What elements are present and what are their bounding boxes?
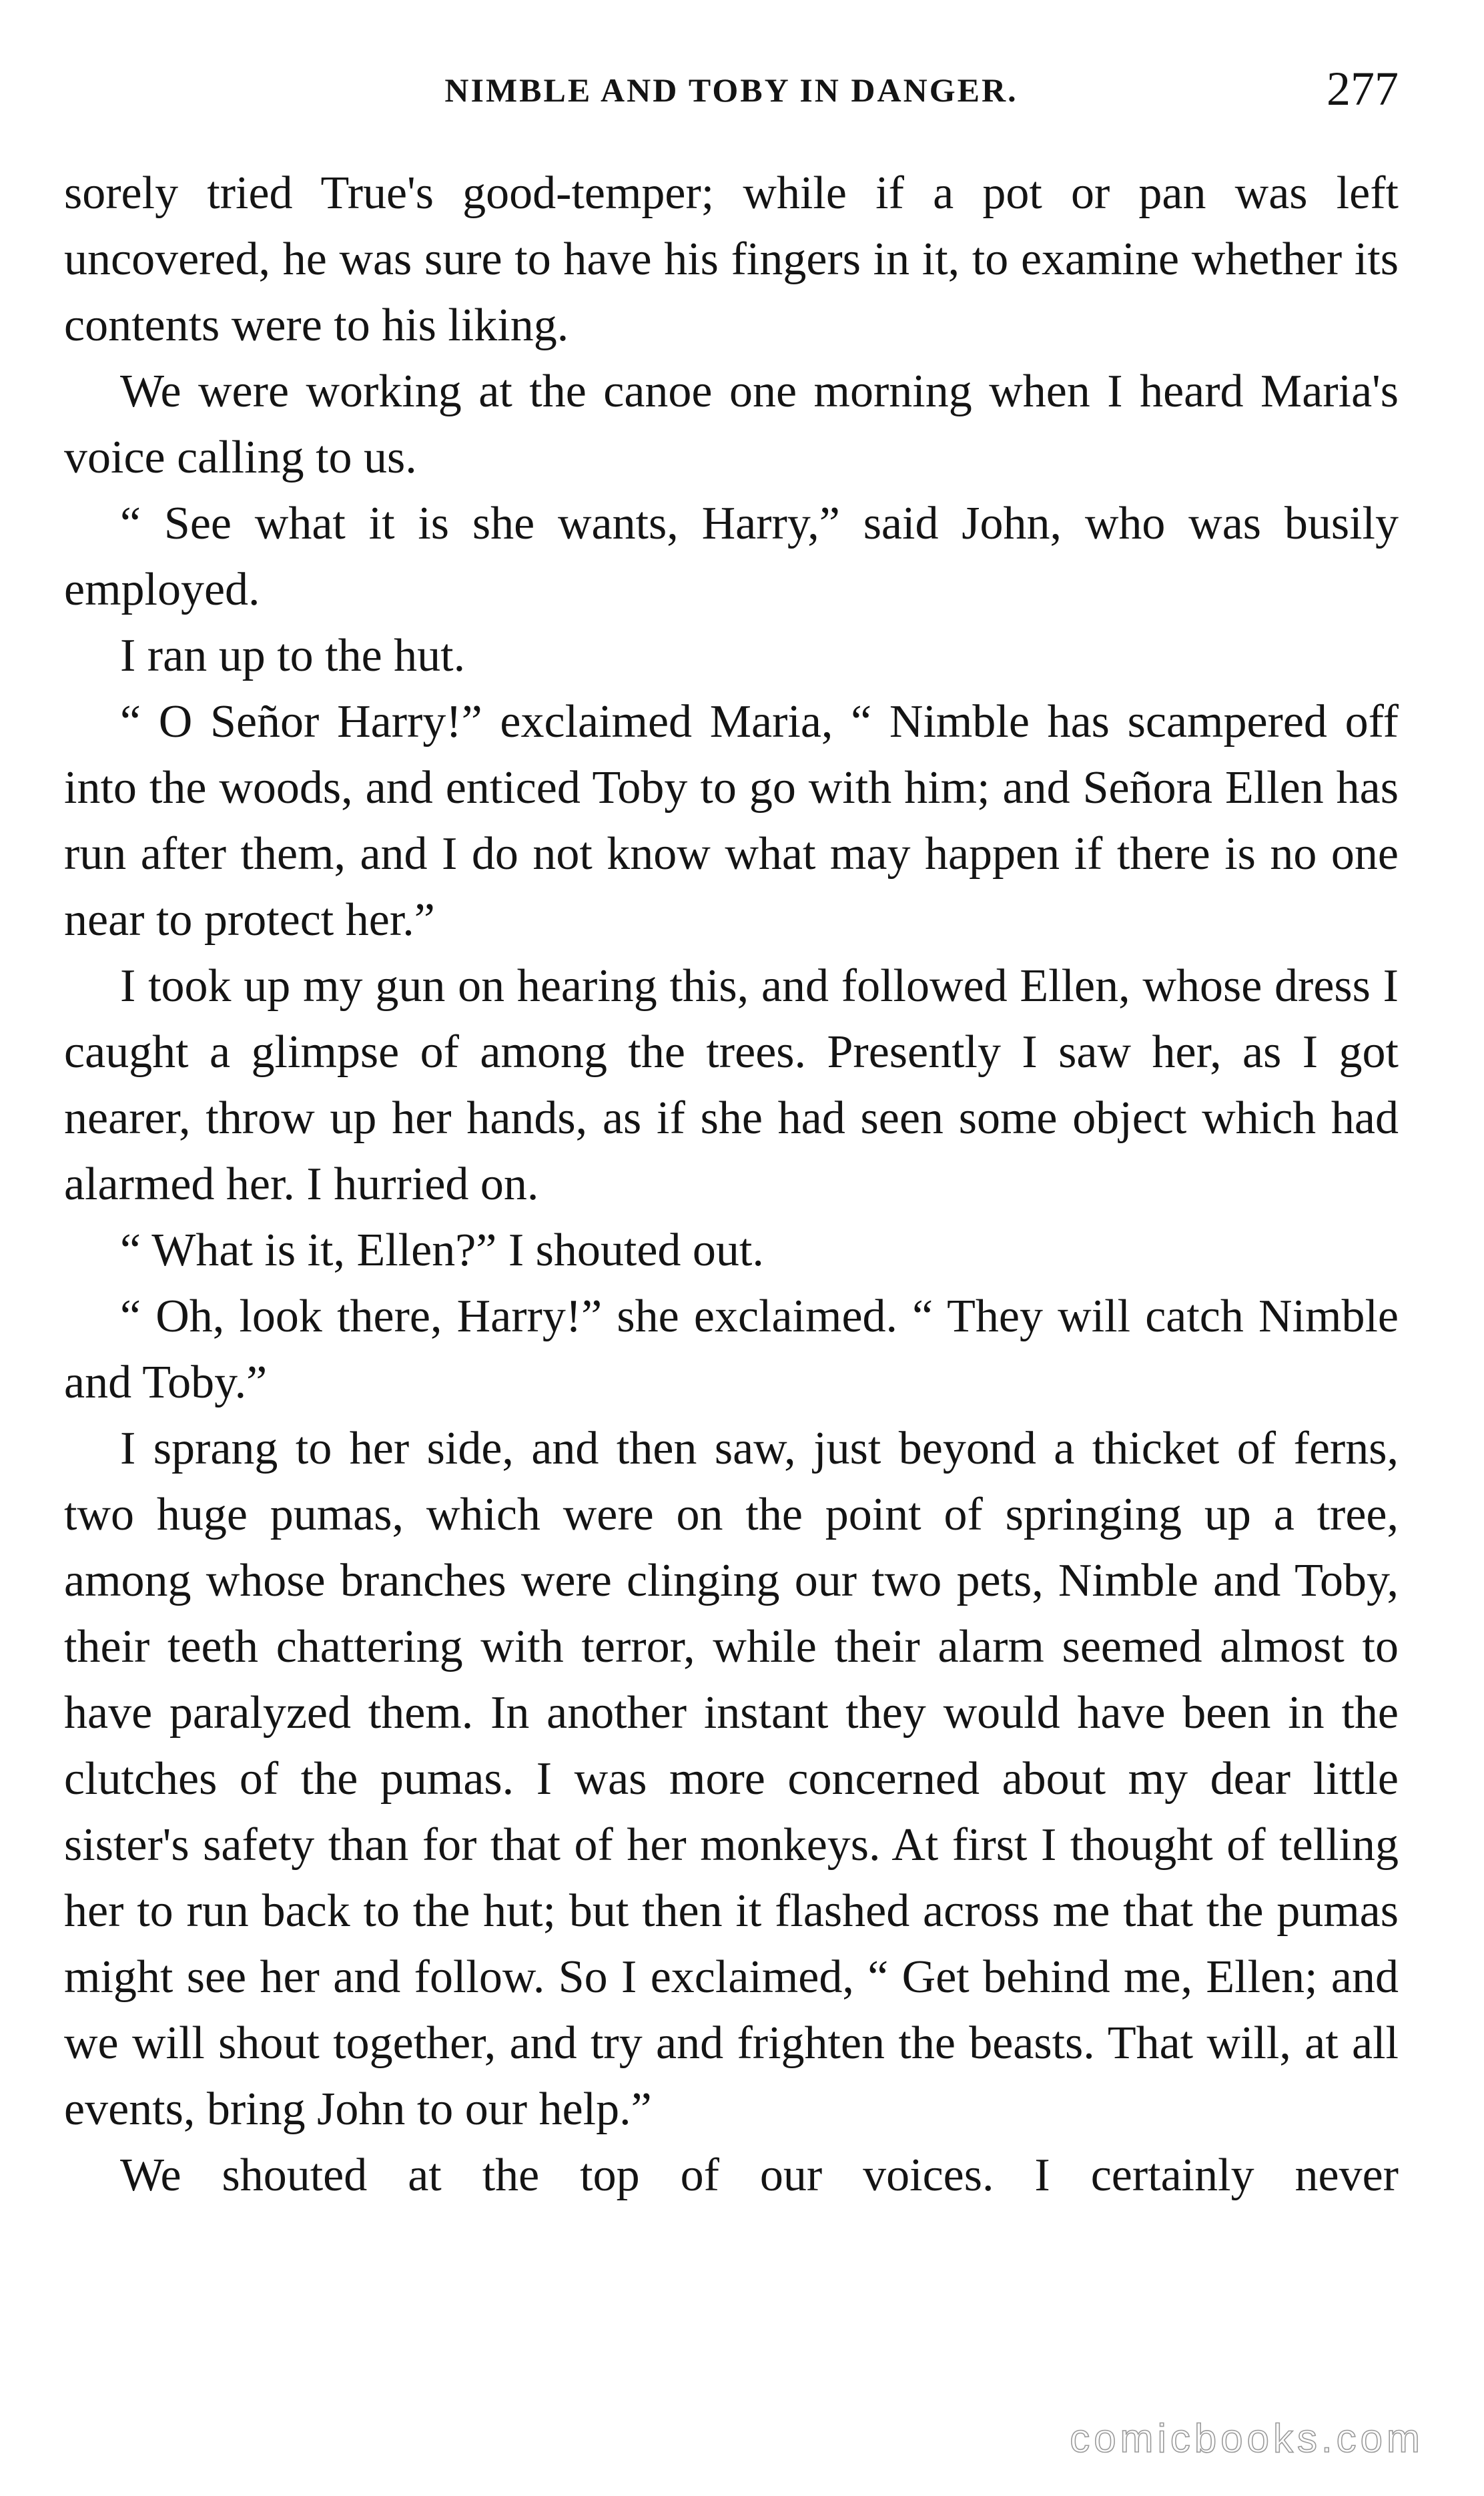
paragraph: I ran up to the hut. [120,630,466,681]
paragraph: “ O Señor Harry!” exclaimed Maria, “ Nimble has scampered off into the woods, and enticed Toby to go with him; and Señora Ellen has run after them, and I do not know what may happen if there is no one near to protect her.” [64,696,1399,946]
body-text [64,160,1399,2208]
paragraph: “ What is it, Ellen?” I shouted out. [120,1225,764,1276]
paragraph: I took up my gun on hearing this, and followed Ellen, whose dress I caught a glimpse of among the trees. Presently I saw her, as I got nearer, throw up her hands, as if she had seen some object which had alarmed her. I hurried on. [64,960,1399,1210]
watermark: comicbooks.com [1070,2416,1424,2461]
paragraph: I sprang to her side, and then saw, just beyond a thicket of ferns, two huge pumas, which were on the point of springing up a tree, among whose branches were clinging our two pets, Nimble and Toby, their teeth chattering with terror, while their alarm seemed almost to have paralyzed them. In another instant they would have been in the clutches of the pumas. I was more concerned about my dear little sister's safety than for that of her monkeys. At first I thought of telling her to run back to the hut; but then it flashed across me that the pumas might see her and follow. So I exclaimed, “ Get behind me, Ellen; and we will shout together, and try and frighten the beasts. That will, at all events, bring John to our help.” [64,1423,1399,2135]
running-head [64,61,1399,121]
paragraph: We were working at the canoe one morning when I heard Maria's voice calling to us. [64,366,1399,483]
paragraph: sorely tried True's good-temper; while if a pot or pan was left uncovered, he was sure to have his fingers in it, to examine whether its contents were to his liking. [64,168,1399,351]
paragraph: We shouted at the top of our voices. I certainly never [120,2150,1399,2201]
paragraph: “ Oh, look there, Harry!” she exclaimed. “ They will catch Nimble and Toby.” [64,1291,1399,1408]
page-number: 277 [1327,62,1399,115]
running-title: NIMBLE AND TOBY IN DANGER. [444,71,1018,109]
paragraph: “ See what it is she wants, Harry,” said John, who was busily employed. [64,498,1399,615]
